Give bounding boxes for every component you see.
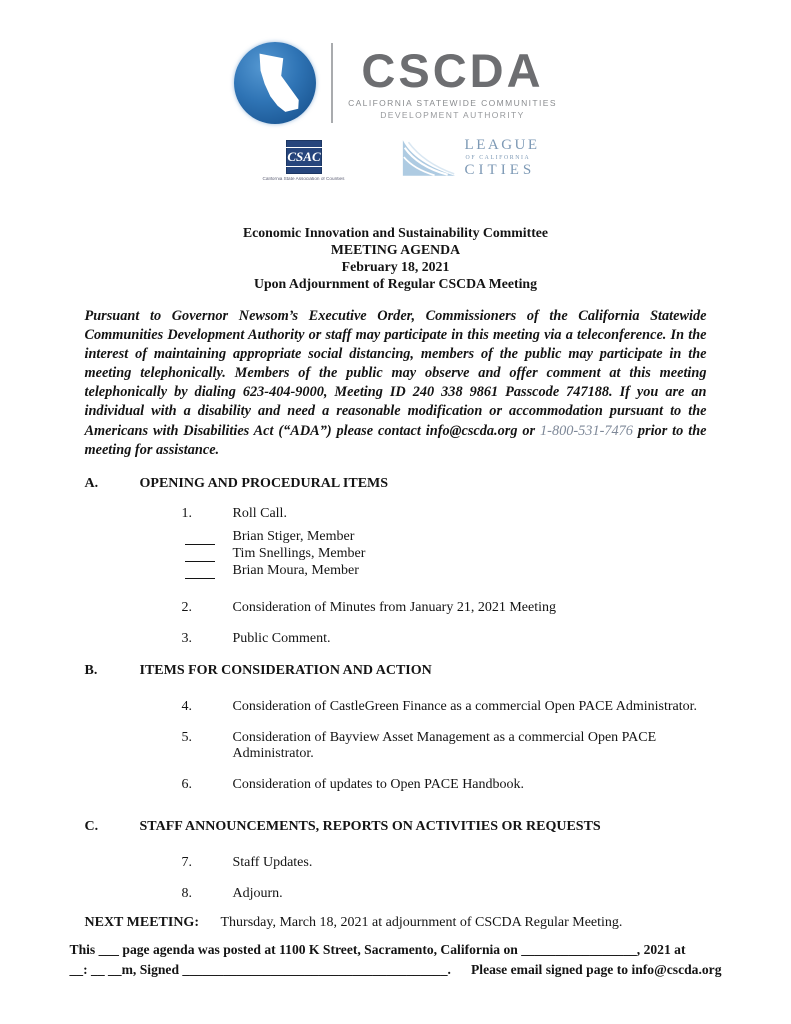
member-name: Brian Stiger, Member [232,528,355,544]
notice-text-before: Pursuant to Governor Newsom’s Executive Order, Commissioners of the California Statewide Communities Development Authority or staff may participate in this meeting via a teleconference. In the interest of maintaining appropriate social distancing, members of the public may participate in the meeting telephonically. Members of the public may observe and offer comment at this meeting telephonically by dialing 623-404-9000, Meeting ID 240 338 9861 Passcode 747188. If you are an individual with a disability and need a reasonable modification or accommodation pursuant to the Americans with Disabilities Act (“ADA”) please contact info@cscda.org or [84,308,707,439]
agenda-item-2 [85,600,707,616]
league-swoosh-icon [401,138,457,178]
section-title: OPENING AND PROCEDURAL ITEMS [139,475,389,491]
item-text: Adjourn. [232,885,283,901]
posting-line2 [70,960,722,980]
section-letter: C. [84,818,99,834]
partner-logos [0,138,791,194]
item-text: Consideration of CastleGreen Finance as a commercial Open PACE Administrator. [232,698,697,714]
signature-blank [185,566,215,579]
item-text: Consideration of Bayview Asset Management as a commercial Open PACE Administrator. [232,729,657,761]
teleconference-notice [85,307,707,460]
cscda-tagline-line1: CALIFORNIA STATEWIDE COMMUNITIES [348,97,557,108]
item-number: 4. [181,698,192,714]
item-number: 6. [181,776,192,792]
item-number: 3. [181,630,192,646]
section-c-heading [85,819,707,835]
agenda-item-1 [85,506,707,522]
agenda-item-4 [85,699,707,715]
signature-blank [185,549,215,562]
committee-name: Economic Innovation and Sustainability Committee [242,225,549,240]
cscda-logo [0,0,791,124]
document-type: MEETING AGENDA [330,242,461,257]
section-title: STAFF ANNOUNCEMENTS, REPORTS ON ACTIVITIES OR REQUESTS [139,818,601,834]
next-meeting-text: Thursday, March 18, 2021 at adjournment of CSCDA Regular Meeting. [220,914,623,930]
item-text: Consideration of updates to Open PACE Handbook. [232,776,525,792]
item-text: Staff Updates. [232,854,313,870]
cscda-tagline-line2: DEVELOPMENT AUTHORITY [380,109,525,120]
roll-call-row [185,545,707,562]
member-name: Brian Moura, Member [232,562,359,578]
league-cities: CITIES [464,162,536,178]
cscda-logo-text [348,43,557,120]
california-state-icon [248,51,302,115]
league-of-california-cities-logo [401,138,540,178]
csac-logo-icon [286,140,322,174]
section-a-heading [85,476,707,492]
league-logo-text [465,138,540,178]
agenda-item-8 [85,886,707,902]
agenda-body [85,476,707,902]
roll-call-row [185,562,707,579]
posting-line1: This ___ page agenda was posted at 1100 K Street, Sacramento, California on _________________, 2021 at [69,941,686,957]
california-globe-icon [234,42,316,124]
roll-call-row [185,528,707,545]
section-letter: B. [84,662,98,678]
league-word: LEAGUE [464,137,540,153]
item-text: Roll Call. [232,505,287,521]
title-block [0,224,791,292]
member-name: Tim Snellings, Member [232,545,366,561]
agenda-item-7 [85,855,707,871]
agenda-item-3 [85,631,707,647]
section-b-heading [85,663,707,679]
next-meeting [85,915,707,931]
posting-notice [70,940,722,980]
item-text: Consideration of Minutes from January 21, 2021 Meeting [232,599,557,615]
item-number: 7. [181,854,192,870]
csac-acronym: CSAC [283,147,324,167]
csac-caption: California State Association of Counties [263,177,345,182]
item-number: 8. [181,885,192,901]
item-number: 5. [181,729,192,745]
item-number: 1. [181,505,192,521]
phone-number-link[interactable]: 1-800-531-7476 [540,422,633,439]
signature-blank [185,532,215,545]
roll-call-list [85,528,707,579]
section-title: ITEMS FOR CONSIDERATION AND ACTION [139,662,432,678]
next-meeting-label: NEXT MEETING: [84,914,199,930]
agenda-item-5 [85,730,707,762]
notice-text-after: prior to the meeting for assistance. [84,422,707,458]
section-letter: A. [84,475,99,491]
posting-email-note: Please email signed page to info@cscda.org [470,961,722,977]
posting-signed-blank: __: __ __m, Signed _______________________________________. [69,961,451,977]
meeting-date: February 18, 2021 [341,259,450,274]
meeting-time-note: Upon Adjournment of Regular CSCDA Meeting [254,276,537,291]
csac-logo [251,140,356,183]
agenda-item-6 [85,777,707,793]
cscda-acronym: CSCDA [361,43,544,97]
item-number: 2. [181,599,192,615]
logo-divider [331,43,333,123]
league-of-california: OF CALIFORNIA [465,155,531,161]
item-text: Public Comment. [232,630,331,646]
